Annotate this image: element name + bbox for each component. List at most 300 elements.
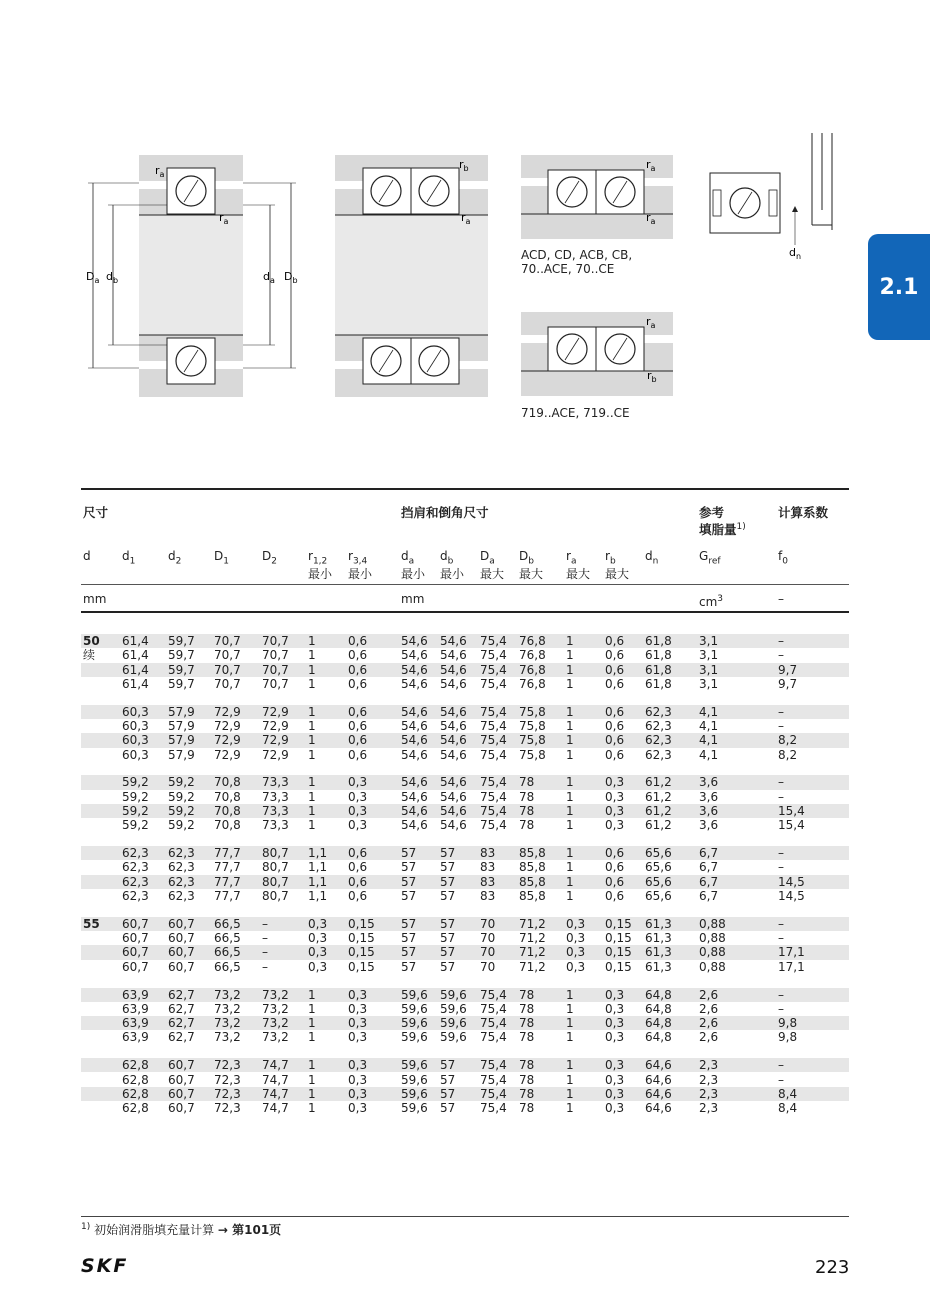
table-cell: 6,7	[699, 860, 719, 875]
table-cell: 66,5	[214, 916, 241, 931]
table-cell: 54,6	[440, 747, 467, 762]
table-cell: 78	[519, 1101, 535, 1116]
table-cell: 75,4	[480, 648, 507, 663]
table-cell: 1	[308, 789, 316, 804]
table-cell: 54,6	[401, 804, 428, 818]
label-rb-2: $r_b$	[459, 158, 469, 173]
table-cell: 65,6	[645, 874, 672, 889]
table-cell: 73,3	[262, 775, 289, 790]
column-header-qualifier: 最大	[605, 567, 630, 582]
table-cell: 54,6	[401, 733, 428, 748]
table-cell: 59,6	[401, 1030, 428, 1045]
table-cell: 72,9	[214, 719, 241, 733]
table-row	[81, 634, 849, 648]
column-header-3	[214, 550, 229, 568]
table-cell: 2,6	[699, 1016, 719, 1031]
table-cell: 63,9	[122, 1001, 149, 1016]
table-cell: 54,6	[440, 804, 467, 818]
table-cell: 1	[308, 1101, 316, 1116]
table-cell: 70,7	[262, 648, 289, 663]
table-cell: 0,3	[348, 1016, 368, 1031]
column-header-symbol: $d_a$	[401, 549, 415, 567]
table-cell: 57	[401, 846, 417, 861]
table-cell: 1	[308, 662, 316, 677]
table-cell: 66,5	[214, 945, 241, 960]
table-cell: 59,2	[168, 804, 195, 818]
table-cell: 0,6	[348, 676, 368, 691]
table-cell: 62,3	[168, 860, 195, 875]
table-cell: 75,8	[519, 733, 546, 748]
table-cell: 64,8	[645, 1016, 672, 1031]
table-cell: 60,3	[122, 719, 149, 733]
column-header-6	[348, 550, 372, 581]
table-cell: 54,6	[440, 704, 467, 719]
table-cell: 74,7	[262, 1086, 289, 1101]
table-cell: 0,88	[699, 916, 726, 931]
table-cell: 0,3	[605, 1072, 625, 1087]
table-cell: 1	[566, 804, 574, 818]
table-cell: 59,2	[122, 789, 149, 804]
table-cell: 0,3	[348, 789, 368, 804]
column-header-symbol: $r_{1,2}$	[308, 549, 328, 567]
table-cell: 59,6	[401, 1001, 428, 1016]
table-cell: 0,3	[566, 916, 586, 931]
column-header-0	[83, 550, 91, 563]
table-cell: 60,7	[168, 1058, 195, 1073]
table-cell: 61,3	[645, 916, 672, 931]
table-cell: 78	[519, 1072, 535, 1087]
table-row	[81, 1030, 849, 1044]
table-cell: 59,7	[168, 634, 195, 648]
column-header-qualifier: 最小	[348, 567, 373, 582]
table-cell: 0,3	[566, 931, 586, 946]
table-cell: 0,6	[348, 747, 368, 762]
table-cell: 62,3	[645, 747, 672, 762]
table-cell: 66,5	[214, 931, 241, 946]
table-cell: 73,2	[214, 987, 241, 1002]
table-cell: 1	[308, 747, 316, 762]
table-cell: 61,4	[122, 676, 149, 691]
label-ra-4: $r_a$	[646, 158, 656, 173]
table-cell: 60,7	[168, 1101, 195, 1116]
table-cell: 1	[308, 804, 316, 818]
table-cell: 61,2	[645, 804, 672, 818]
table-cell: 59,6	[401, 1072, 428, 1087]
table-cell: 75,8	[519, 719, 546, 733]
table-cell: 0,6	[605, 662, 625, 677]
table-row	[81, 875, 849, 889]
label-Da: $D_a$	[86, 270, 100, 285]
table-cell: 54,6	[401, 747, 428, 762]
table-cell: 78	[519, 1001, 535, 1016]
table-cell: 70,7	[262, 634, 289, 648]
table-row	[81, 917, 849, 931]
table-cell: 57	[401, 889, 417, 903]
table-cell: 3,1	[699, 648, 719, 663]
table-cell: 0,3	[605, 818, 625, 833]
table-cell: 1	[566, 1101, 574, 1116]
label-db: $d_b$	[106, 270, 119, 285]
table-cell: 70	[480, 931, 496, 946]
table-cell: 75,4	[480, 704, 507, 719]
table-cell: 73,3	[262, 789, 289, 804]
table-cell: 61,4	[122, 634, 149, 648]
table-cell: 63,9	[122, 987, 149, 1002]
table-row	[81, 1073, 849, 1087]
table-cell: 0,6	[348, 648, 368, 663]
column-header-qualifier: 最大	[566, 567, 591, 582]
table-cell: 75,4	[480, 733, 507, 748]
table-cell: 72,9	[214, 747, 241, 762]
table-cell: 76,8	[519, 662, 546, 677]
column-header-11	[566, 550, 590, 581]
table-cell: 70,8	[214, 789, 241, 804]
table-cell: 57	[440, 916, 456, 931]
table-cell: 1	[308, 704, 316, 719]
table-cell: 59,6	[440, 1001, 467, 1016]
header-bottom-rule	[81, 611, 849, 613]
table-cell: 78	[519, 775, 535, 790]
table-cell: 75,4	[480, 804, 507, 818]
column-header-qualifier: 最小	[401, 567, 426, 582]
header-abutment: 挡肩和倒角尺寸	[401, 505, 489, 520]
table-cell: 61,4	[122, 648, 149, 663]
footnote: $^{1)}$ 初始润滑脂填充量计算 → 第101页	[81, 1222, 282, 1237]
table-row	[81, 775, 849, 789]
table-cell: 59,6	[401, 1101, 428, 1116]
table-cell: 61,3	[645, 945, 672, 960]
column-header-symbol: $D_1$	[214, 549, 229, 567]
table-cell: 59,7	[168, 676, 195, 691]
table-cell: 75,4	[480, 676, 507, 691]
table-cell: 0,15	[605, 916, 632, 931]
table-cell: 17,1	[778, 959, 805, 974]
table-cell: 0,3	[605, 1086, 625, 1101]
table-cell: 1	[566, 789, 574, 804]
table-cell: 72,9	[262, 733, 289, 748]
column-header-qualifier: 最大	[519, 567, 544, 582]
table-row	[81, 931, 849, 945]
table-cell: 62,8	[122, 1101, 149, 1116]
table-cell: 62,7	[168, 1001, 195, 1016]
column-header-7	[401, 550, 425, 581]
table-cell: 59,2	[122, 775, 149, 790]
table-cell: 61,8	[645, 676, 672, 691]
table-row	[81, 945, 849, 959]
table-cell: 62,8	[122, 1086, 149, 1101]
column-header-2	[168, 550, 181, 568]
table-cell: 1	[308, 1001, 316, 1016]
table-cell: 76,8	[519, 648, 546, 663]
table-cell: 78	[519, 789, 535, 804]
table-cell: 0,6	[605, 846, 625, 861]
table-cell: –	[262, 931, 268, 946]
table-cell: 2,3	[699, 1072, 719, 1087]
table-top-rule	[81, 488, 849, 490]
table-cell: 80,7	[262, 860, 289, 875]
table-row	[81, 790, 849, 804]
table-cell: 0,6	[348, 704, 368, 719]
column-header-symbol: $r_b$	[605, 549, 616, 567]
table-cell: 0,6	[348, 662, 368, 677]
table-cell: 1	[566, 648, 574, 663]
table-cell: 71,2	[519, 945, 546, 960]
table-cell: 70	[480, 959, 496, 974]
table-cell: 0,88	[699, 959, 726, 974]
table-cell: 75,4	[480, 1016, 507, 1031]
table-cell: 54,6	[401, 648, 428, 663]
table-cell: 1	[566, 1001, 574, 1016]
column-header-symbol: $D_b$	[519, 549, 534, 567]
table-cell: 83	[480, 889, 496, 903]
table-row	[81, 960, 849, 974]
table-cell: 57	[440, 959, 456, 974]
column-header-12	[605, 550, 629, 581]
table-cell: 60,7	[168, 1072, 195, 1087]
table-cell: 78	[519, 818, 535, 833]
table-cell: 60,7	[168, 1086, 195, 1101]
label-ra-5: $r_a$	[646, 211, 656, 226]
footnote-rule	[81, 1216, 849, 1217]
table-cell: 1	[308, 775, 316, 790]
table-cell: 70,7	[262, 676, 289, 691]
table-cell: 1	[566, 733, 574, 748]
table-cell: 74,7	[262, 1101, 289, 1116]
table-cell: 74,7	[262, 1058, 289, 1073]
table-cell: 63,9	[122, 1030, 149, 1045]
table-cell: 4,1	[699, 747, 719, 762]
table-cell: 57	[440, 1072, 456, 1087]
table-cell: 0,3	[348, 1001, 368, 1016]
table-cell: 54,6	[440, 662, 467, 677]
table-cell: 61,8	[645, 662, 672, 677]
figure-caption-1	[521, 248, 632, 276]
table-cell: 64,8	[645, 1030, 672, 1045]
table-cell: 57,9	[168, 704, 195, 719]
table-cell: 1	[566, 747, 574, 762]
table-cell: 75,4	[480, 775, 507, 790]
table-cell: 54,6	[440, 733, 467, 748]
label-rb-4: $r_b$	[647, 369, 657, 384]
table-cell: 72,9	[262, 747, 289, 762]
table-cell: 1	[566, 1016, 574, 1031]
table-cell: 72,3	[214, 1101, 241, 1116]
header-grease-line2: 填脂量$^{1)}$	[699, 522, 746, 538]
table-cell: 72,3	[214, 1058, 241, 1073]
unit-dimensions: mm	[83, 592, 107, 606]
table-cell: 0,15	[348, 959, 375, 974]
table-cell: 1,1	[308, 874, 328, 889]
table-cell: 0,88	[699, 945, 726, 960]
bore-diameter-label: 55	[83, 916, 100, 931]
table-cell: 70,8	[214, 818, 241, 833]
table-row	[81, 846, 849, 860]
table-cell: 0,3	[605, 1001, 625, 1016]
table-cell: 0,6	[348, 860, 368, 875]
table-cell: 0,3	[308, 945, 328, 960]
table-cell: 78	[519, 1016, 535, 1031]
table-row	[81, 1016, 849, 1030]
table-cell: 1	[308, 634, 316, 648]
table-cell: 57	[401, 916, 417, 931]
table-cell: 15,4	[778, 818, 805, 833]
table-cell: 0,3	[348, 1058, 368, 1073]
table-cell: 62,3	[168, 846, 195, 861]
table-cell: 73,2	[262, 1016, 289, 1031]
table-cell: 0,3	[566, 959, 586, 974]
table-cell: 15,4	[778, 804, 805, 818]
table-row	[81, 705, 849, 719]
table-cell: –	[778, 916, 784, 931]
table-cell: 73,2	[262, 1001, 289, 1016]
table-cell: –	[778, 775, 784, 790]
table-cell: 75,4	[480, 719, 507, 733]
table-row	[81, 1087, 849, 1101]
table-cell: 57	[440, 945, 456, 960]
table-cell: 0,3	[605, 1101, 625, 1116]
table-cell: 75,4	[480, 662, 507, 677]
table-cell: 0,6	[605, 874, 625, 889]
table-cell: 2,6	[699, 987, 719, 1002]
table-cell: 0,3	[348, 1072, 368, 1087]
table-cell: –	[262, 959, 268, 974]
table-cell: 0,6	[605, 719, 625, 733]
table-cell: 54,6	[401, 634, 428, 648]
table-cell: –	[778, 987, 784, 1002]
table-cell: 59,6	[440, 987, 467, 1002]
table-cell: –	[778, 634, 784, 648]
table-cell: 0,6	[605, 747, 625, 762]
column-header-symbol: $r_a$	[566, 549, 577, 567]
table-cell: 0,15	[605, 945, 632, 960]
column-header-symbol: $f_0$	[778, 549, 788, 567]
table-cell: 1	[566, 676, 574, 691]
table-cell: 3,6	[699, 818, 719, 833]
table-cell: 61,3	[645, 931, 672, 946]
table-cell: 1	[566, 634, 574, 648]
table-cell: 73,2	[214, 1030, 241, 1045]
label-da: $d_a$	[263, 270, 275, 285]
table-cell: –	[778, 846, 784, 861]
table-cell: 73,3	[262, 818, 289, 833]
table-cell: 72,3	[214, 1086, 241, 1101]
table-cell: 1	[308, 1016, 316, 1031]
table-cell: 4,1	[699, 733, 719, 748]
table-cell: 78	[519, 1086, 535, 1101]
table-cell: 1	[566, 818, 574, 833]
column-header-10	[519, 550, 543, 581]
table-cell: 70,8	[214, 775, 241, 790]
table-cell: 75,4	[480, 1086, 507, 1101]
table-cell: 1	[308, 818, 316, 833]
header-grease	[699, 506, 746, 537]
table-cell: 59,6	[401, 987, 428, 1002]
table-row	[81, 663, 849, 677]
table-cell: 75,4	[480, 1072, 507, 1087]
table-cell: 1	[308, 733, 316, 748]
figure-caption-2: 719..ACE, 719..CE	[521, 406, 630, 420]
table-cell: 57	[401, 874, 417, 889]
table-cell: 1,1	[308, 860, 328, 875]
table-cell: 75,4	[480, 1101, 507, 1116]
table-cell: 0,6	[605, 648, 625, 663]
table-cell: 0,3	[605, 804, 625, 818]
column-header-symbol: $d_2$	[168, 549, 182, 567]
table-cell: 73,2	[214, 1016, 241, 1031]
table-cell: –	[778, 704, 784, 719]
table-cell: 60,3	[122, 747, 149, 762]
table-cell: 77,7	[214, 846, 241, 861]
table-cell: 75,4	[480, 818, 507, 833]
table-cell: 54,6	[440, 775, 467, 790]
table-cell: 54,6	[401, 662, 428, 677]
drawing-paired-bearings	[335, 155, 488, 397]
table-cell: 83	[480, 846, 496, 861]
table-cell: 57	[440, 846, 456, 861]
table-cell: 76,8	[519, 676, 546, 691]
table-cell: 74,7	[262, 1072, 289, 1087]
table-cell: 54,6	[401, 789, 428, 804]
table-row	[81, 677, 849, 691]
table-cell: 70,8	[214, 804, 241, 818]
table-cell: 0,3	[348, 1101, 368, 1116]
table-cell: –	[262, 945, 268, 960]
table-cell: 54,6	[401, 676, 428, 691]
table-cell: 57	[440, 874, 456, 889]
table-cell: 0,6	[348, 634, 368, 648]
table-cell: 3,6	[699, 789, 719, 804]
table-cell: 64,8	[645, 1001, 672, 1016]
table-cell: 62,8	[122, 1072, 149, 1087]
table-cell: 9,8	[778, 1016, 798, 1031]
table-cell: 57	[440, 1058, 456, 1073]
table-cell: 75,4	[480, 1030, 507, 1045]
table-cell: 62,3	[645, 704, 672, 719]
table-cell: 75,4	[480, 987, 507, 1002]
bearing-drawings-svg	[0, 0, 930, 440]
table-cell: 1	[566, 1072, 574, 1087]
table-row	[81, 1101, 849, 1115]
table-cell: 73,3	[262, 804, 289, 818]
column-header-13	[645, 550, 658, 568]
table-row	[81, 988, 849, 1002]
table-cell: 9,7	[778, 676, 798, 691]
table-cell: 66,5	[214, 959, 241, 974]
table-cell: 75,4	[480, 1001, 507, 1016]
table-cell: 59,7	[168, 662, 195, 677]
table-cell: 62,8	[122, 1058, 149, 1073]
column-header-qualifier: 最小	[308, 567, 333, 582]
table-cell: 4,1	[699, 704, 719, 719]
table-cell: 57	[401, 931, 417, 946]
table-cell: 0,6	[605, 634, 625, 648]
table-cell: 64,6	[645, 1072, 672, 1087]
table-cell: 1,1	[308, 846, 328, 861]
table-cell: 60,7	[122, 916, 149, 931]
table-cell: 57,9	[168, 747, 195, 762]
table-cell: 0,3	[308, 959, 328, 974]
label-ra-3: $r_a$	[461, 211, 471, 226]
table-cell: 61,2	[645, 818, 672, 833]
footnote-page-link[interactable]: 第101页	[227, 1223, 282, 1237]
table-cell: 0,6	[348, 874, 368, 889]
table-cell: 4,1	[699, 719, 719, 733]
table-cell: 59,6	[401, 1058, 428, 1073]
column-header-1	[122, 550, 135, 568]
table-cell: 0,6	[348, 733, 368, 748]
column-header-4	[262, 550, 277, 568]
table-cell: 1	[566, 775, 574, 790]
